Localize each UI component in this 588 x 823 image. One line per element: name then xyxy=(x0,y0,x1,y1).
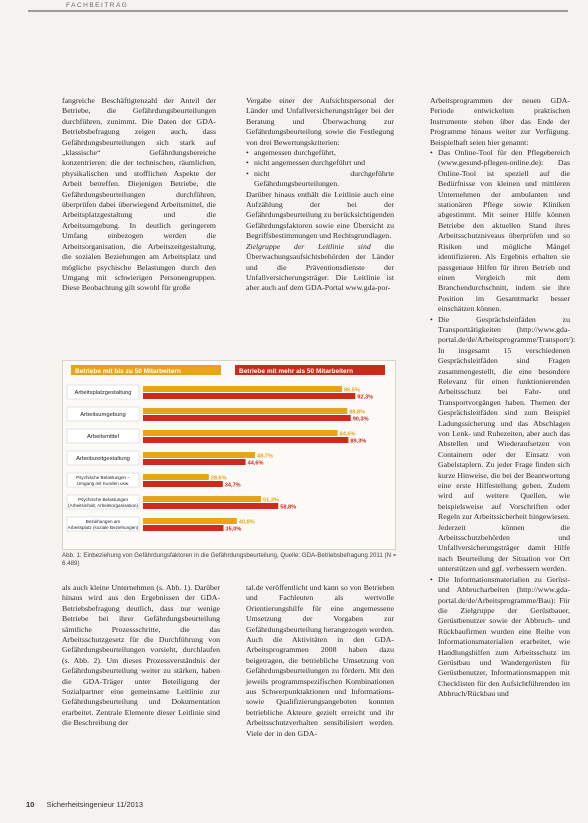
bar xyxy=(143,459,246,465)
list-item: • nicht durchgeführte Gefährdungsbeurteilungen. xyxy=(246,169,394,190)
bar xyxy=(143,525,224,531)
bar-chart xyxy=(62,360,396,550)
legend-label: Betriebe mit mehr als 50 Mitarbeitern xyxy=(239,368,354,375)
column-3 xyxy=(430,96,576,700)
list-item: • angemessen durchgeführt, xyxy=(246,148,394,158)
data-label: 92,3% xyxy=(357,394,374,401)
column-1-top xyxy=(62,96,216,294)
paragraph: fangreiche Beschäftigtenzahl der Anteil der Betriebe, die Gefährdungsbeurteilungen durchführen, zunimmt. Die Daten der GDA-Betriebsbefragung zeigen auch, dass Gefährdungsbeurteilungen sich stark auf „klassische“ Gefährdungsbereiche konzentrieren: die der technischen, räumlichen, physikalischen und stofflichen Aspekte der Arbeit betreffen. Diejenigen Betriebe, die Gefährdungsbeurteilungen durchführen, überprüfen dabei überwiegend Arbeitsmittel, die Arbeitsplatzgestaltung und die Arbeitsumgebung. In deutlich geringerem Umfang einbezogen werden die Arbeitsorganisation, die Arbeitszeitgestaltung, die sozialen Beziehungen am Arbeitsplatz und mögliche psychische Belastungen durch den Umgang mit schwierigen Personengruppen. Diese Beobachtung gilt sowohl für große xyxy=(62,96,216,293)
bar xyxy=(143,408,347,414)
italic-lead: Zielgruppe der Leitlinie sind xyxy=(246,241,371,251)
journal-name: Sicherheitsingenieur 11/2013 xyxy=(46,800,144,809)
paragraph: Darüber hinaus enthält die Leitlinie auch eine Aufzählung der bei der Gefährdungsbeurteilung zu berücksichtigenden Gefährdungsfaktoren sowie eine Übersicht zu Begriffsbestimmungen und Rechtsgrundlagen. xyxy=(246,189,394,241)
category-label: Umgang mit Kunden usw. xyxy=(76,481,130,486)
list-item: • Die Gesprächsleitfäden zu Transporttätigkeiten (http://www.gda-portal.de/de/Arbeitsprogramme/Transport/): In insgesamt 15 verschiedenen Gesprächsleitfäden sind Fragen zusammengestellt, die eine besondere Relevanz für einen funktionierenden Arbeitsschutz bei Fahr- und Transportvorgängen haben. Themen der Gesprächsleitfäden sind zum Beispiel Ladungssicherung und das Abschlagen von Lenk- und Ruhezeiten, aber auch das Abstellen und Wiederaufsetzen von Containern oder der Einsatz von Gabelstaplern. Zu jeder Frage finden sich kurze Hinweise, die bei der Beantwortung eine erste Hilfestellung geben. Zudem wird auf weitere Quellen, wie beispielsweise auf Vorschriften oder Regeln zur Arbeitssicherheit hingewiesen. Jederzeit können die Arbeitsschutzbehörden und Unfallversicherungsträger damit Hilfe nach Beurteilung der Situation vor Ort unterstützen und ggf. verbessern werden. xyxy=(430,315,570,575)
chart-canvas xyxy=(63,361,395,549)
bar xyxy=(143,452,255,458)
bar xyxy=(143,430,338,436)
section-label: FACHBEITRAG xyxy=(62,2,132,9)
bar xyxy=(143,415,351,421)
data-label: 89,3% xyxy=(350,438,367,445)
paragraph xyxy=(246,242,394,294)
bar xyxy=(143,393,355,399)
data-label: 35,0% xyxy=(225,526,242,533)
category-label: Arbeitszeitgestaltung xyxy=(76,456,130,462)
data-label: 84,6% xyxy=(339,431,356,438)
data-label: 48,7% xyxy=(257,453,273,460)
paragraph: Vergabe einer der Aufsichtspersonal der Länder und Unfallversicherungsträger bei der Beratung und Überwachung zur Gefährdungsbeurteilung sowie die Festlegung von drei Bewertungskriterien: xyxy=(246,96,394,147)
page-footer xyxy=(26,800,143,809)
category-label: Arbeitsplatzgestaltung xyxy=(74,390,132,396)
category-label: Arbeitsumgebung xyxy=(80,412,126,418)
data-label: 86,5% xyxy=(343,387,360,394)
column-2-bottom xyxy=(246,583,394,739)
category-label: Arbeitsplatz (soziale Beziehungen) xyxy=(67,525,139,530)
tools-list xyxy=(430,148,576,700)
data-label: 51,3% xyxy=(262,497,279,504)
data-label: 90,3% xyxy=(352,416,369,423)
category-label: Arbeitsmittel xyxy=(87,434,119,440)
data-label: 34,7% xyxy=(224,482,241,489)
column-1-bottom xyxy=(62,583,220,729)
paragraph-text: die Überwachungsaufsichtsbehörden der Länder und die Präventionsdienste der Unfallversicherungsträger. Die Leitlinie ist aber auch auf dem GDA-Portal www.gda-por- xyxy=(246,241,394,293)
bar xyxy=(143,496,261,502)
page-number: 10 xyxy=(26,800,35,809)
list-item: • Die Informationsmaterialien zu Gerüst- und Abbrucharbeiten (http://www.gda-portal.de/de/Arbeitsprogramme/Bau): Für die Zielgruppe der Gerüstbauer, Gerüstbenutzer sowie der Abbruch- und Rückbaufirmen wurden eine Reihe von Informationsmaterialien erarbeitet, wie Handlungshilfen zum Arbeitsschutz im Gerüstbau und Wandergerüsten für Gerüstbenutzer, Informationsmappen mit Checklisten für den Aufsichtführenden im Abbruch/Rückbau und xyxy=(430,575,570,700)
data-label: 88,8% xyxy=(349,409,366,416)
category-label: Psychische Belastungen xyxy=(77,497,129,502)
data-label: 40,8% xyxy=(238,519,255,526)
bar xyxy=(143,503,278,509)
data-label: 44,6% xyxy=(247,460,264,467)
category-label: Psychische Belastungen – xyxy=(76,475,130,480)
paragraph: Arbeitsprogrammen der neuen GDA-Periode entwickelten praktischen Instrumente stehen über das Ende der Programme hinaus weiter zur Verfügung. Beispielhaft seien hier genannt: xyxy=(430,96,570,147)
criteria-list xyxy=(246,148,394,190)
column-2-top xyxy=(246,96,394,294)
list-item: • nicht angemessen durchgeführt und xyxy=(246,158,394,168)
list-item: • Das Online-Tool für den Pflegebereich (www.gesund-pflegen-online.de): Das Online-Tool ist speziell auf die Bedürfnisse von kleinen und mittleren Unternehmen der ambulanten und stationären Pflege sowie Kliniken abgestimmt. Mit seiner Hilfe können Betriebe den aktuellen Stand ihres Arbeitsschutzniveaus überprüfen und so Risiken und mögliche Mängel identifizieren. Als Ergebnis erhalten sie passgenaue Hilfen für ihren Betrieb und einen Vergleich mit dem Branchendurchschnitt, indem sie ihre Position im Gesamtmarkt besser einschätzen können. xyxy=(430,148,570,315)
legend-label: Betriebe mit bis zu 50 Mitarbeitern xyxy=(75,368,181,375)
bar xyxy=(143,481,223,487)
category-label: Beziehungen am xyxy=(85,519,121,524)
figure-caption: Abb. 1: Einbeziehung von Gefährdungsfaktoren in die Gefährdungsbeurteilung, Quelle: GDA-Betriebsbefragung 2011 (N = 6.489) xyxy=(62,552,397,568)
paragraph: als auch kleine Unternehmen (s. Abb. 1). Darüber hinaus wird aus den Ergebnissen der GDA-Betriebsbefragung deutlich, dass nur wenige Betriebe bei ihrer Gefährdungsbeurteilung sämtliche Prozessschritte, die das Arbeitsschutzgesetz für die Durchführung von Gefährdungsbeurteilungen vorsieht, durchlaufen (s. Abb. 2). Um dieses Prozessverständnis der Gefährdungsbeurteilung weiter zu stärken, haben die GDA-Träger unter Beteiligung der Sozialpartner eine gemeinsame Leitlinie zur Gefährdungsbeurteilung und Dokumentation erarbeitet. Zentrale Elemente dieser Leitlinie sind die Beschreibung der xyxy=(62,583,220,728)
category-label: (Arbeitsinhalt, Arbeitsorganisation) xyxy=(68,503,138,508)
data-label: 58,8% xyxy=(280,504,297,511)
bar xyxy=(143,386,342,392)
data-label: 28,6% xyxy=(210,475,227,482)
bar xyxy=(143,518,237,524)
header-rule xyxy=(28,10,568,12)
paragraph: tal.de veröffentlicht und kann so von Betrieben und Fachleuten als wertvolle Orientierungshilfe für eine angemessene Umsetzung der Vorgaben zur Gefährdungsbeurteilung herangezogen werden. Auch die Aktivitäten in den GDA-Arbeitsprogrammen 2008 haben dazu beigetragen, die betriebliche Umsetzung von Gefährdungsbeurteilungen zu fördern. Mit den jeweils programmspezifischen Kombinationen aus Schwerpunktaktionen und Informations- sowie Qualifizierungsangeboten konnten betriebliche Akteure gezielt erreicht und ihr Arbeitsschutzverhalten sensibilisiert werden. Viele der in den GDA- xyxy=(246,583,394,738)
bar xyxy=(143,474,209,480)
bar xyxy=(143,437,348,443)
